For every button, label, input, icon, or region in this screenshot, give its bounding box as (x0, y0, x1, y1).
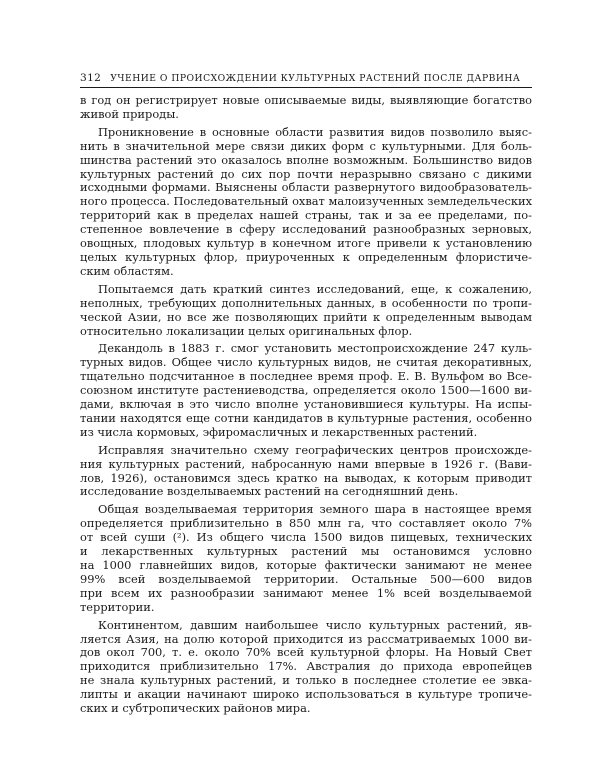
text-line: исследование возделываемых растений на сегодняшний день. (80, 484, 459, 499)
text-line: липты и акации начинают широко использоваться в культуре тропиче- (80, 687, 532, 702)
text-line: шинства растений это оказалось вполне возможным. Большинство видов (80, 152, 532, 167)
paragraph (80, 619, 532, 716)
paragraph (80, 342, 532, 439)
text-line: Попытаемся дать краткий синтез исследований, еще, к сожалению, (98, 281, 532, 296)
text-line: целых культурных флор, приуроченных к определенным флористиче- (80, 249, 532, 264)
text-line: из числа кормовых, эфиромасличных и лекарственных растений. (80, 424, 478, 439)
paragraph (80, 94, 532, 122)
text-line: овощных, плодовых культур в конечном итоге привели к установлению (80, 236, 532, 251)
text-line: ских и субтропических районов мира. (80, 701, 311, 716)
text-line: территорий как в пределах нашей страны, так и за ее пределами, по- (80, 208, 532, 223)
text-line: и лекарственных культурных растений мы остановимся условно (80, 544, 532, 559)
text-line: от всей суши (²). Из общего числа 1500 видов пищевых, технических (80, 530, 532, 545)
text-line: Исправляя значительно схему географических центров происхожде- (98, 442, 532, 457)
text-line: степенное вовлечение в сферу исследований разнообразных зерновых, (80, 222, 532, 237)
book-page (80, 72, 532, 716)
page-number: 312 (80, 72, 102, 84)
text-line: лов, 1926), остановимся здесь кратко на выводах, к которым приводит (80, 470, 532, 485)
running-head (80, 72, 532, 88)
text-line: ским областям. (80, 263, 174, 278)
text-line: союзном институте растениеводства, определяется около 1500—1600 ви- (80, 383, 532, 398)
text-line: культурных растений до сих пор почти неразрывно связано с дикими (80, 166, 532, 181)
running-title: УЧЕНИЕ О ПРОИСХОЖДЕНИИ КУЛЬТУРНЫХ РАСТЕНИЙ ПОСЛЕ ДАРВИНА (110, 73, 521, 84)
text-line: в год он регистрирует новые описываемые виды, выявляющие богатство (80, 93, 532, 107)
text-line: живой природы. (80, 106, 179, 121)
text-line: неполных, требующих дополнительных данных, в особенности по тропи- (80, 295, 532, 310)
text-line: ческой Азии, но все же позволяющих прийти к определенным выводам (80, 309, 532, 324)
text-line: ния культурных растений, набросанную нами впервые в 1926 г. (Вави- (80, 456, 532, 471)
text-line: турных видов. Общее число культурных видов, не считая декоративных, (80, 355, 532, 370)
text-line: 99% всей возделываемой территории. Остальные 500—600 видов (80, 571, 532, 586)
paragraph (80, 126, 532, 279)
text-line: на 1000 главнейших видов, которые фактически занимают не менее (80, 558, 532, 572)
text-line: исходными формами. Выяснены области развернутого видообразователь- (80, 180, 532, 195)
text-line: относительно локализации целых оригинальных флор. (80, 323, 413, 338)
text-line: тании находятся еще сотни кандидатов в культурные растения, особенно (80, 410, 532, 425)
text-line: дами, включая в это число вполне установившиеся культуры. На испы- (80, 397, 532, 412)
text-line: ляется Азия, на долю которой приходится из рассматриваемых 1000 ви- (80, 631, 532, 646)
text-line: дов окол 700, т. е. около 70% всей культурной флоры. На Новый Свет (80, 645, 532, 660)
text-line: не знала культурных растений, и только в последнее столетие ее эвка- (80, 673, 532, 688)
text-line: нить в значительной мере связи диких форм с культурными. Для боль- (80, 138, 532, 153)
text-line: Общая возделываемая территория земного шара в настоящее время (98, 502, 532, 517)
text-line: при всем их разнообразии занимают менее 1% всей возделываемой (80, 585, 532, 600)
text-line: Проникновение в основные области развития видов позволило выяс- (98, 124, 532, 139)
paragraph (80, 503, 532, 614)
text-line: тщательно подсчитанное в последнее время проф. Е. В. Вульфом во Все- (80, 369, 532, 384)
text-line: Декандоль в 1883 г. смог установить местопроисхождение 247 куль- (98, 341, 532, 356)
text-line: приходится приблизительно 17%. Австралия до прихода европейцев (80, 659, 532, 674)
body-text (80, 94, 532, 716)
paragraph (80, 444, 532, 500)
text-line: Континентом, давшим наибольшее число культурных растений, яв- (98, 617, 532, 632)
paragraph (80, 283, 532, 339)
text-line: ного процесса. Последовательный охват малоизученных земледельческих (80, 194, 533, 209)
text-line: территории. (80, 599, 155, 614)
text-line: определяется приблизительно в 850 млн га, что составляет около 7% (80, 516, 532, 531)
